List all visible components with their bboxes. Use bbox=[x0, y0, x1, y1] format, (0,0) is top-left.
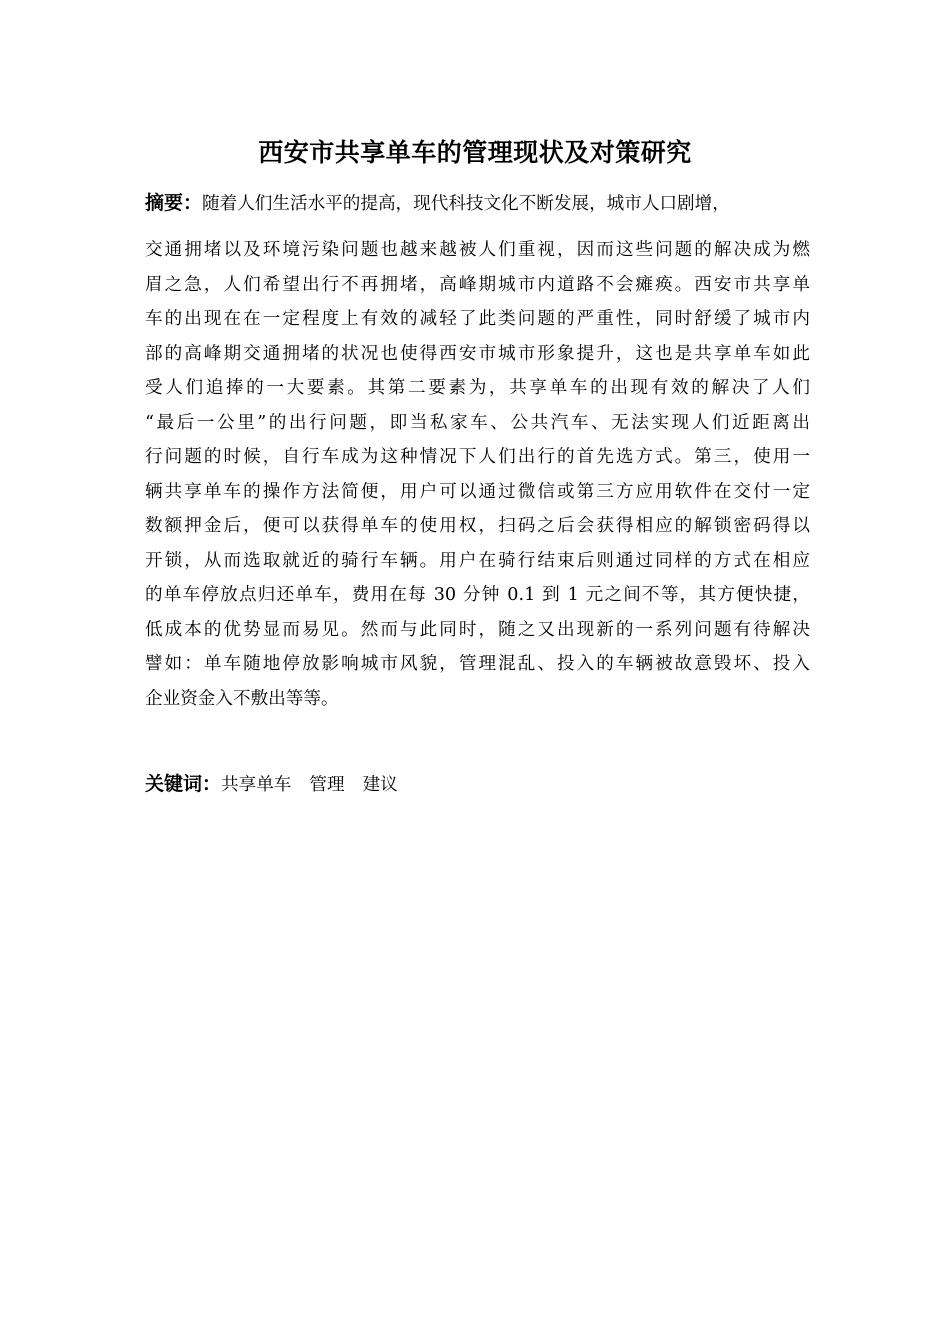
abstract-line: “最后一公里”的出行问题，即当私家车、公共汽车、无法实现人们近距离出 bbox=[145, 412, 810, 433]
document-title: 西安市共享单车的管理现状及对策研究 bbox=[258, 138, 692, 167]
abstract-line-0: 随着人们生活水平的提高，现代科技文化不断发展，城市人口剧增， bbox=[202, 194, 730, 214]
abstract-line: 部的高峰期交通拥堵的状况也使得西安市城市形象提升，这也是共享单车如此 bbox=[145, 343, 810, 364]
keywords-line bbox=[145, 766, 416, 803]
abstract-line: 譬如：单车随地停放影响城市风貌，管理混乱、投入的车辆被故意毁坏、投入 bbox=[145, 654, 810, 674]
abstract-line: 低成本的优势显而易见。然而与此同时，随之又出现新的一系列问题有待解决 bbox=[145, 619, 810, 640]
keyword-item: 管理 bbox=[309, 775, 345, 795]
keywords-label: 关键词： bbox=[145, 773, 222, 795]
abstract-line: 辆共享单车的操作方法简便，用户可以通过微信或第三方应用软件在交付一定 bbox=[145, 481, 810, 502]
abstract-line: 车的出现在在一定程度上有效的减轻了此类问题的严重性，同时舒缓了城市内 bbox=[145, 309, 810, 329]
abstract-line: 眉之急，人们希望出行不再拥堵，高峰期城市内道路不会瘫痪。西安市共享单 bbox=[145, 274, 810, 295]
keyword-item: 建议 bbox=[362, 775, 398, 795]
abstract-line: 开锁，从而选取就近的骑行车辆。用户在骑行结束后则通过同样的方式在相应 bbox=[145, 550, 810, 571]
abstract-line: 行问题的时候，自行车成为这种情况下人们出行的首先选方式。第三，使用一 bbox=[145, 447, 810, 467]
abstract-line: 交通拥堵以及环境污染问题也越来越被人们重视，因而这些问题的解决成为燃 bbox=[145, 240, 810, 260]
abstract-first-line bbox=[145, 186, 810, 221]
abstract-line: 受人们追捧的一大要素。其第二要素为，共享单车的出现有效的解决了人们 bbox=[145, 378, 810, 398]
abstract-label: 摘要： bbox=[145, 192, 203, 214]
abstract-body bbox=[145, 233, 810, 716]
abstract-line: 数额押金后，便可以获得单车的使用权，扫码之后会获得相应的解锁密码得以 bbox=[145, 516, 810, 536]
abstract-line: 企业资金入不敷出等等。 bbox=[145, 688, 339, 709]
keyword-item: 共享单车 bbox=[221, 775, 292, 795]
abstract-line: 的单车停放点归还单车，费用在每 30 分钟 0.1 到 1 元之间不等，其方便快捷， bbox=[145, 585, 810, 605]
